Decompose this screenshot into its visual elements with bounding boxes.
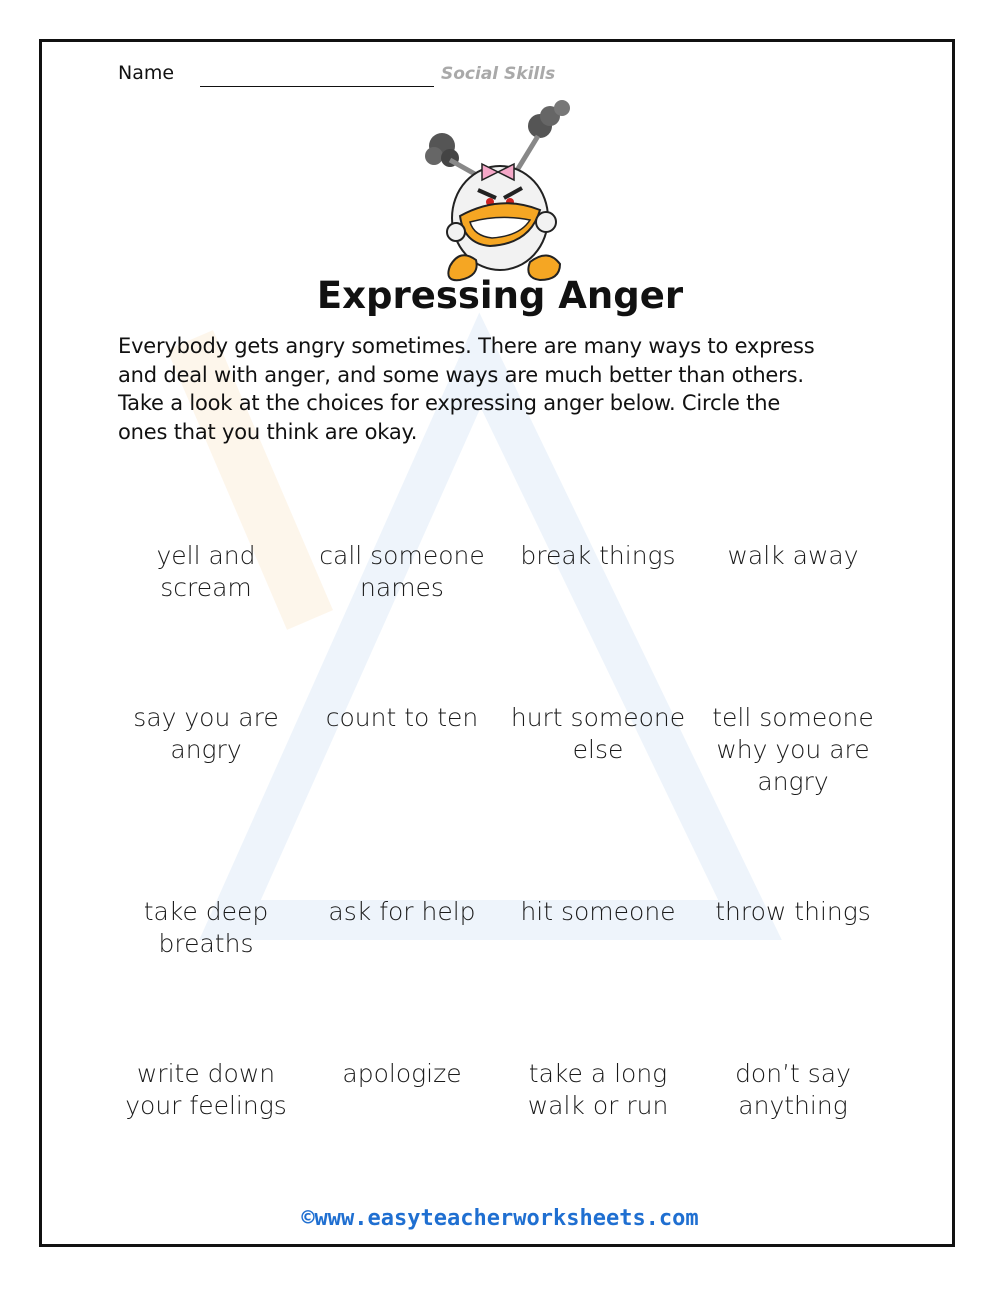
- choice-ask-for-help[interactable]: [307, 896, 497, 928]
- footer-website-link[interactable]: ©www.easyteacherworksheets.com: [301, 1206, 699, 1231]
- intro-line: and deal with anger, and some ways are much better than others.: [118, 362, 804, 387]
- choice-line: take deep: [143, 897, 269, 926]
- choice-line: else: [572, 735, 624, 764]
- intro-line: Take a look at the choices for expressing anger below. Circle the: [118, 391, 781, 415]
- choice-line: your feelings: [125, 1091, 287, 1120]
- choice-count-to-ten[interactable]: [307, 702, 497, 734]
- choice-line: throw things: [715, 897, 871, 926]
- choice-hurt-someone-else[interactable]: [503, 702, 693, 766]
- choice-tell-someone-why[interactable]: [698, 702, 888, 798]
- choice-line: names: [360, 573, 444, 602]
- choice-line: walk or run: [527, 1091, 669, 1120]
- choice-line: angry: [757, 767, 829, 796]
- choice-line: say you are: [133, 703, 279, 732]
- choice-line: tell someone: [712, 703, 874, 732]
- choice-take-a-long-walk[interactable]: [503, 1058, 693, 1122]
- choice-dont-say-anything[interactable]: [698, 1058, 888, 1122]
- choice-line: angry: [170, 735, 242, 764]
- choice-line: anything: [738, 1091, 848, 1120]
- name-input-line[interactable]: [200, 86, 434, 87]
- choice-line: don’t say: [735, 1059, 851, 1088]
- choice-line: apologize: [342, 1059, 462, 1088]
- choice-write-down-feelings[interactable]: [111, 1058, 301, 1122]
- choice-apologize[interactable]: [307, 1058, 497, 1090]
- choice-line: ask for help: [328, 897, 476, 926]
- choice-yell-and-scream[interactable]: [111, 540, 301, 604]
- intro-line: Everybody gets angry sometimes. There are many ways to express: [118, 334, 815, 358]
- choice-line: hurt someone: [510, 703, 686, 732]
- name-label: Name: [118, 62, 175, 84]
- choice-line: breaths: [158, 929, 254, 958]
- choice-hit-someone[interactable]: [503, 896, 693, 928]
- choice-line: walk away: [727, 541, 859, 570]
- choice-walk-away[interactable]: [698, 540, 888, 572]
- angry-bird-icon: [420, 98, 590, 288]
- choice-line: call someone: [319, 541, 485, 570]
- choice-break-things[interactable]: [503, 540, 693, 572]
- choice-line: write down: [136, 1059, 276, 1088]
- page-title: Expressing Anger: [316, 274, 684, 317]
- choice-line: scream: [160, 573, 252, 602]
- choice-line: take a long: [528, 1059, 668, 1088]
- choice-throw-things[interactable]: [698, 896, 888, 928]
- choice-line: hit someone: [520, 897, 676, 926]
- choice-line: count to ten: [325, 703, 479, 732]
- choice-line: break things: [520, 541, 676, 570]
- choice-say-you-are-angry[interactable]: [111, 702, 301, 766]
- choice-take-deep-breaths[interactable]: [111, 896, 301, 960]
- subject-label: Social Skills: [441, 64, 556, 84]
- choice-line: yell and: [156, 541, 256, 570]
- intro-line: ones that you think are okay.: [118, 419, 418, 444]
- choice-call-someone-names[interactable]: [307, 540, 497, 604]
- intro-paragraph: [118, 332, 888, 446]
- choice-line: why you are: [716, 735, 870, 764]
